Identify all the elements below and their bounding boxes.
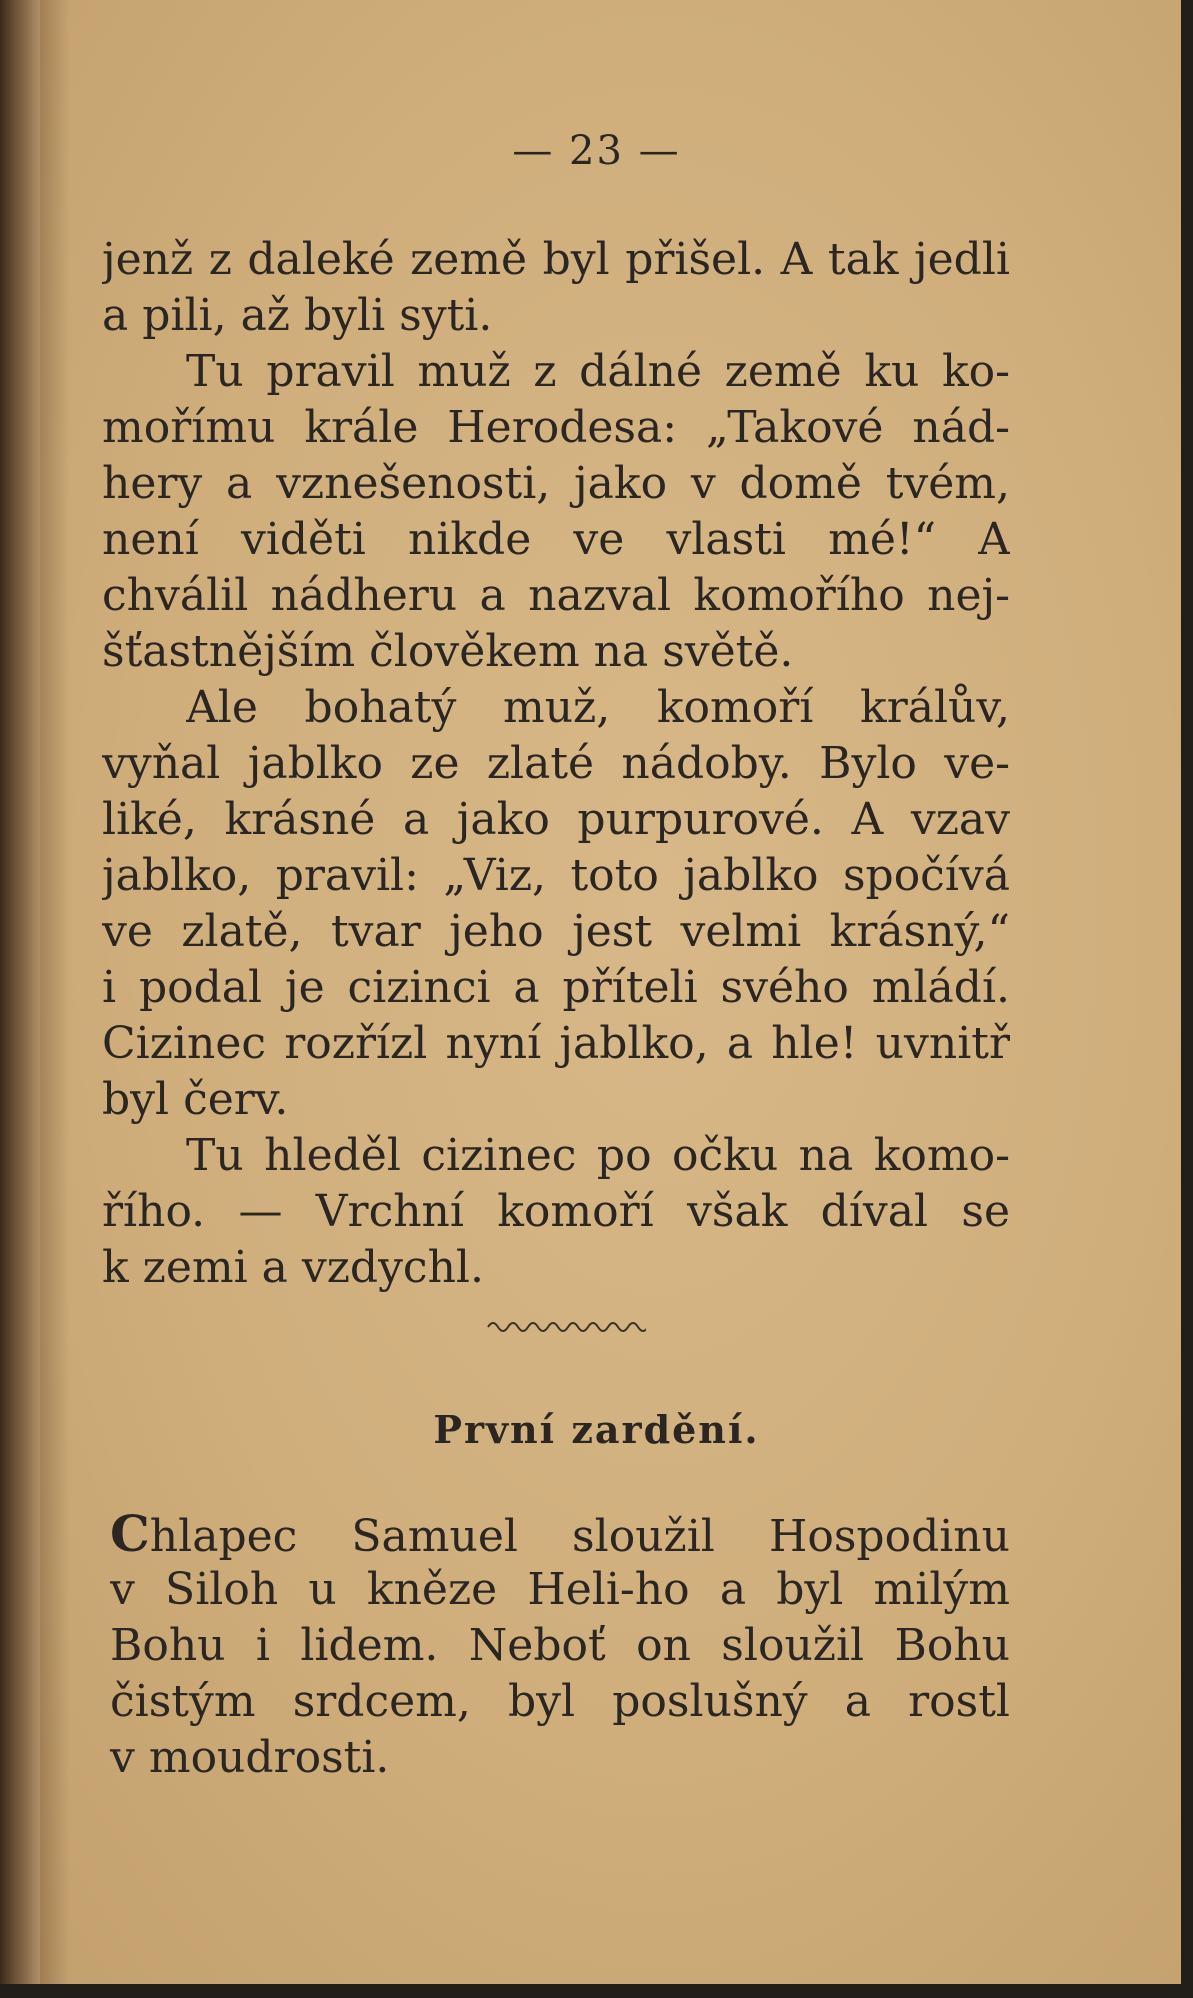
text-line: vyňal jablko ze zlaté nádoby. Bylo ve-	[102, 738, 1010, 789]
text-line: ve zlatě, tvar jeho jest velmi krásný,“	[102, 906, 1010, 957]
text-line: liké, krásné a jako purpurové. A vzav	[102, 794, 1010, 845]
text-line: hery a vznešenosti, jako v domě tvém,	[102, 458, 1010, 509]
drop-cap-letter: C	[110, 1506, 150, 1562]
text-line: čistým srdcem, byl poslušný a rostl	[110, 1676, 1010, 1727]
gutter-shadow	[40, 0, 70, 1998]
text-line: Tu hleděl cizinec po očku na komo-	[186, 1130, 1010, 1181]
text-line: v Siloh u kněze Heli-ho a byl milým	[110, 1564, 1010, 1615]
wavy-divider-ornament	[486, 1313, 646, 1337]
text-line-with-dropcap	[110, 1506, 1010, 1562]
page-edge-bottom	[0, 1984, 1193, 1998]
text-line: a pili, až byli syti.	[102, 290, 493, 341]
text-line: Bohu i lidem. Neboť on sloužil Bohu	[110, 1620, 1010, 1671]
text-line: není viděti nikde ve vlasti mé!“ A	[102, 514, 1010, 565]
text-line: Tu pravil muž z dálné země ku ko-	[186, 346, 1010, 397]
text-line-content: hlapec Samuel sloužil Hospodinu	[149, 1511, 1010, 1562]
text-line: jablko, pravil: „Viz, toto jablko spočívá	[102, 850, 1010, 901]
text-line: chválil nádheru a nazval komořího nej-	[102, 570, 1010, 621]
section-title: První zardění.	[433, 1407, 760, 1452]
text-line: i podal je cizinci a příteli svého mládí.	[102, 962, 1010, 1013]
text-line: k zemi a vzdychl.	[102, 1242, 484, 1293]
text-line: Cizinec rozřízl nyní jablko, a hle! uvnitř	[102, 1018, 1010, 1069]
text-line: mořímu krále Herodesa: „Takové nád-	[102, 402, 1010, 453]
text-line: byl červ.	[102, 1074, 289, 1125]
text-line: šťastnějším člověkem na světě.	[102, 626, 794, 677]
page-edge-right	[1181, 0, 1193, 1998]
text-line: řího. — Vrchní komoří však díval se	[102, 1186, 1010, 1237]
text-line: Ale bohatý muž, komoří králův,	[186, 682, 1010, 733]
text-line: jenž z daleké země byl přišel. A tak jedli	[102, 234, 1010, 285]
text-line: v moudrosti.	[110, 1732, 390, 1783]
page-number: — 23 —	[512, 128, 681, 174]
book-binding	[0, 0, 40, 1998]
